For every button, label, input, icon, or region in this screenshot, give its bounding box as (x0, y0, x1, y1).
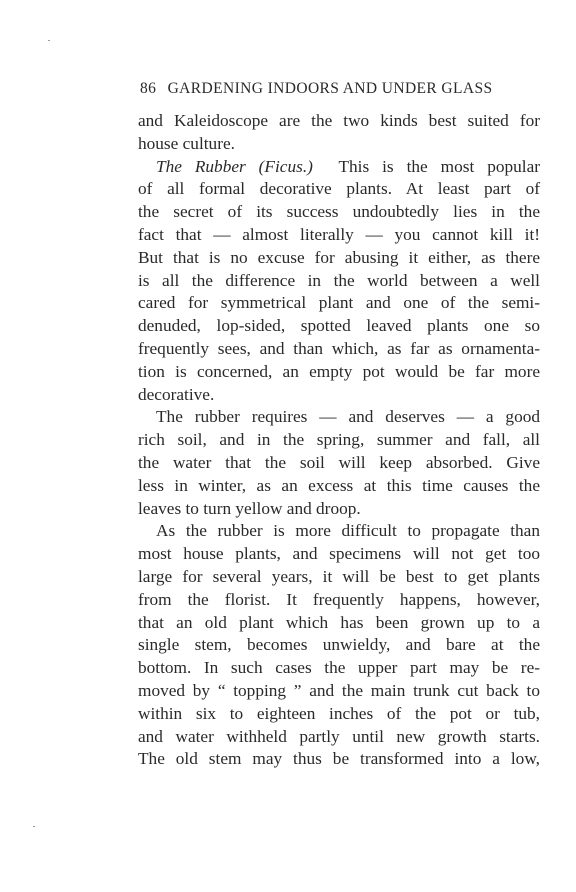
text-line: that an old plant which has been grown up to a (138, 612, 540, 632)
text-line: fact that — almost literally — you cannot kill it! (138, 224, 540, 244)
running-title: GARDENING INDOORS AND UNDER GLASS (167, 80, 493, 97)
body-text (138, 110, 540, 771)
text-line: the secret of its success undoubtedly lies in the (138, 202, 540, 222)
text-line: bottom. In such cases the upper part may be re- (138, 658, 540, 678)
text-line: moved by “ topping ” and the main trunk cut back to (138, 680, 540, 700)
text-line: leaves to turn yellow and droop. (138, 498, 361, 518)
text-line: rich soil, and in the spring, summer and fall, all (138, 430, 540, 450)
text-line: the water that the soil will keep absorbed. Give (138, 452, 540, 472)
text-line: decorative. (138, 384, 215, 404)
paper-speck (33, 826, 35, 827)
text-line: and water withheld partly until new growth starts. (138, 726, 540, 746)
text-line: single stem, becomes unwieldy, and bare at the (138, 635, 540, 655)
text-line: less in winter, as an excess at this time causes the (138, 475, 540, 495)
text-line: house culture. (138, 133, 235, 153)
text-line: denuded, lop-sided, spotted leaved plants one so (138, 316, 540, 336)
text-line: most house plants, and specimens will not get too (138, 544, 540, 564)
text-line: tion is concerned, an empty pot would be far more (138, 361, 540, 381)
text-line: large for several years, it will be best to get plants (138, 566, 540, 586)
section-heading-italic: The Rubber (Ficus.) (156, 156, 313, 176)
text-line: The old stem may thus be transformed into a low, (138, 749, 540, 769)
text-line: of all formal decorative plants. At least part of (138, 179, 540, 199)
text-line: and Kaleidoscope are the two kinds best suited for (138, 111, 540, 130)
text-line: frequently sees, and than which, as far as ornamenta- (138, 338, 540, 358)
text-line: The rubber requires — and deserves — a good (156, 407, 540, 427)
line-text: This is the most popular (312, 156, 540, 176)
text-line: But that is no excuse for abusing it either, as there (138, 247, 540, 267)
paper-speck (48, 40, 50, 41)
text-line (138, 156, 540, 179)
text-line: is all the difference in the world between a well (138, 270, 540, 290)
running-header (140, 80, 493, 98)
text-line: As the rubber is more difficult to propagate than (156, 521, 540, 541)
text-line: cared for symmetrical plant and one of the semi- (138, 293, 540, 313)
text-line: from the florist. It frequently happens, however, (138, 589, 540, 609)
text-line: within six to eighteen inches of the pot or tub, (138, 703, 540, 723)
page-number: 86 (140, 80, 157, 97)
